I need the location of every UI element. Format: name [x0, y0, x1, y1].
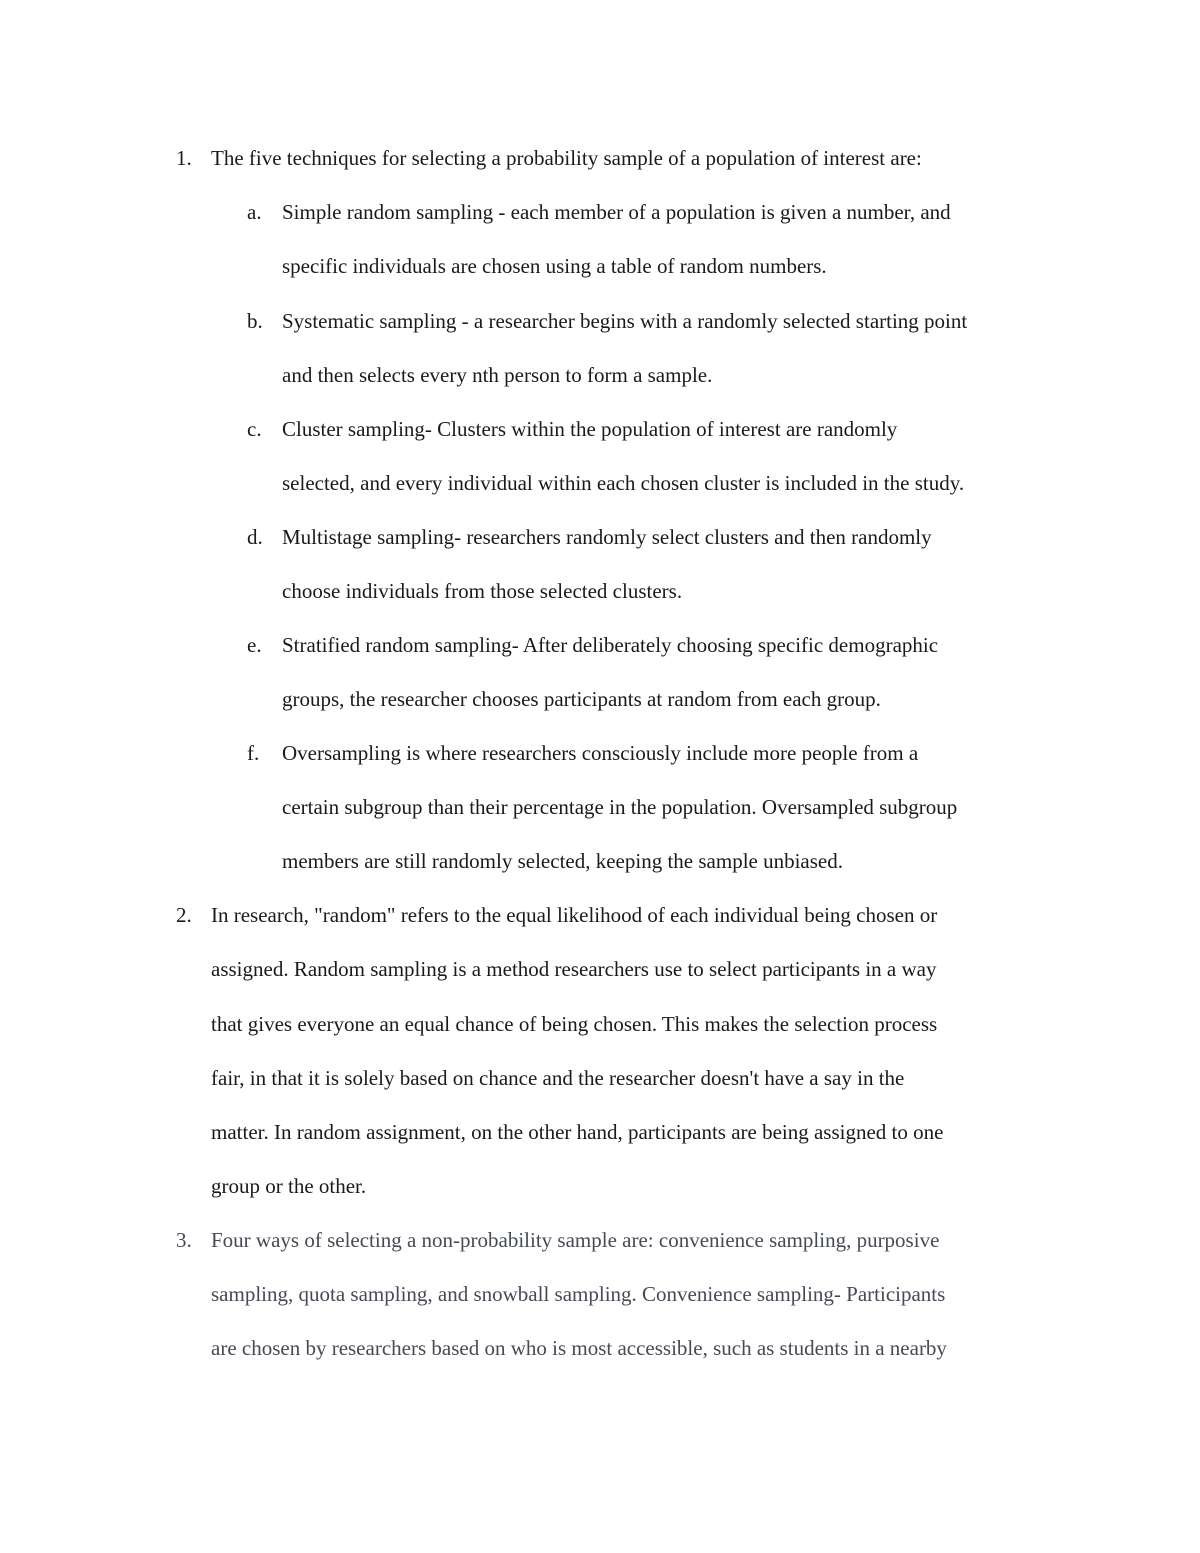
paragraph-line: selected, and every individual within each chosen cluster is included in the study. — [282, 471, 965, 495]
paragraph-line: assigned. Random sampling is a method researchers use to select participants in a way — [211, 957, 937, 981]
sublist-letter: c. — [247, 417, 262, 441]
paragraph-line: that gives everyone an equal chance of being chosen. This makes the selection process — [211, 1012, 938, 1036]
paragraph-line: fair, in that it is solely based on chance and the researcher doesn't have a say in the — [211, 1066, 905, 1090]
list-number: 1. — [176, 146, 192, 170]
list-number: 2. — [176, 903, 192, 927]
paragraph-line: In research, "random" refers to the equal likelihood of each individual being chosen or — [211, 903, 938, 927]
paragraph-line: choose individuals from those selected clusters. — [282, 579, 683, 603]
paragraph-line: members are still randomly selected, keeping the sample unbiased. — [282, 849, 843, 873]
sublist-letter: a. — [247, 200, 262, 224]
paragraph-line: groups, the researcher chooses participants at random from each group. — [282, 687, 881, 711]
paragraph-line: certain subgroup than their percentage in the population. Oversampled subgroup — [282, 795, 958, 819]
list-number: 3. — [176, 1228, 192, 1252]
paragraph-line: sampling, quota sampling, and snowball sampling. Convenience sampling- Participants — [211, 1282, 946, 1306]
paragraph-line: specific individuals are chosen using a table of random numbers. — [282, 254, 827, 278]
paragraph-line: The five techniques for selecting a probability sample of a population of interest are: — [211, 146, 922, 170]
sublist-letter: d. — [247, 525, 263, 549]
sublist-letter: e. — [247, 633, 262, 657]
paragraph-line: Oversampling is where researchers consciously include more people from a — [282, 741, 919, 765]
paragraph-line: Cluster sampling- Clusters within the population of interest are randomly — [282, 417, 898, 441]
paragraph-line: Four ways of selecting a non-probability sample are: convenience sampling, purposive — [211, 1228, 940, 1252]
paragraph-line: group or the other. — [211, 1174, 367, 1198]
sublist-letter: f. — [247, 741, 260, 765]
paragraph-line: Multistage sampling- researchers randomly select clusters and then randomly — [282, 525, 932, 549]
paragraph-line: and then selects every nth person to form a sample. — [282, 363, 713, 387]
paragraph-line: are chosen by researchers based on who is most accessible, such as students in a nearby — [211, 1336, 947, 1360]
sublist-letter: b. — [247, 309, 263, 333]
paragraph-line: Simple random sampling - each member of a population is given a number, and — [282, 200, 951, 224]
paragraph-line: Systematic sampling - a researcher begins with a randomly selected starting point — [282, 309, 968, 333]
paragraph-line: matter. In random assignment, on the other hand, participants are being assigned to one — [211, 1120, 944, 1144]
paragraph-line: Stratified random sampling- After deliberately choosing specific demographic — [282, 633, 939, 657]
